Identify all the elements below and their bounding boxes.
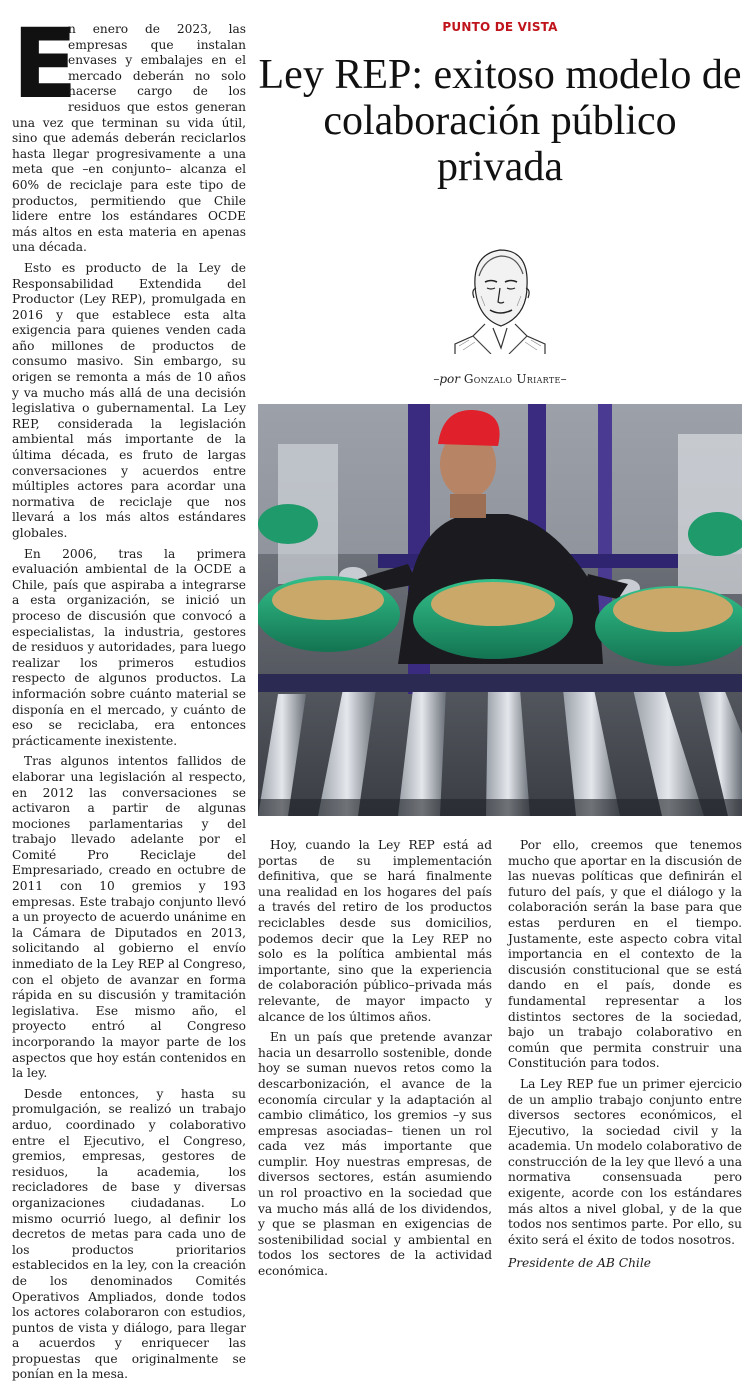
byline-suffix: – [560,372,567,386]
article-column-1 [12,8,247,1388]
article-column-3 [508,838,742,1277]
paragraph-1 [12,8,246,256]
paragraph-3: En 2006, tras la primera evaluación ambiental de la OCDE a Chile, país que aspiraba a integrarse a esta organización, se inició un proceso de discusión que convocó a especialistas, la industria, gestores de residuos y autoridades, para luego realizar los primeros estudios respecto de algunos productos. La información sobre cuánto material se disponía en el mercado, y cuánto de eso se reciclaba, era entonces prácticamente inexistente. [12,546,246,748]
dropcap: E [12,8,78,120]
paragraph-1-text: n enero de 2023, las empresas que instalan envases y embalajes en el mercado deberán no solo hacerse cargo de los residuos que estos generan una vez que terminan su vida útil, sino que además deberán reciclarlos hasta llegar progresivamente a una meta que –en conjunto– alcanza el 60% de reciclaje para este tipo de productos, permitiendo que Chile lidere entre los estándares OCDE más altos en esta materia en apenas una década. [12,22,246,255]
section-kicker: PUNTO DE VISTA [442,20,558,34]
paragraph-9: La Ley REP fue un primer ejercicio de un amplio trabajo conjunto entre diversos sectores económicos, el Ejecutivo, la sociedad civil y la academia. Un modelo colaborativo de construcción de la ley que llevó a una normativa consensuada pero exigente, acorde con los estándares más altos a nivel global, y de la que todos nos sentimos parte. Por ello, su éxito será el éxito de todos nosotros. [508,1076,742,1247]
factory-worker-photo [258,404,742,816]
article-column-2 [258,838,492,1285]
paragraph-2: Esto es producto de la Ley de Responsabilidad Extendida del Productor (Ley REP), promulgada en 2016 y que establece esta alta exigencia para quienes venden cada año millones de productos de consumo masivo. Sin embargo, su origen se remonta a más de 10 años y va mucho más allá de una decisión legislativa o gubernamental. La Ley REP, considerada la legislación ambiental más importante de la última década, es fruto de largas conversaciones y acuerdos entre múltiples actores para acordar una normativa de reciclaje que nos llevará a los más altos estándares globales. [12,260,246,540]
byline-prefix: –por [433,372,460,386]
author-portrait-illustration [445,236,555,354]
paragraph-8: Por ello, creemos que tenemos mucho que aportar en la discusión de las nuevas políticas que definirán el futuro del país, y que el diálogo y la colaboración serán la base para que estas perduren en el tiempo. Justamente, este aspecto cobra vital importancia en el contexto de la discusión constitucional que se está dando en el país, donde es fundamental representar a los distintos sectores de la sociedad, bajo un trabajo colaborativo en común que permita construir una Constitución para todos. [508,838,742,1071]
paragraph-5: Desde entonces, y hasta su promulgación, se realizó un trabajo arduo, coordinado y colaborativo entre el Ejecutivo, el Congreso, gremios, empresas, gestores de residuos, la academia, los recicladores de base y diversas organizaciones ciudadanas. Lo mismo ocurrió luego, al definir los decretos de metas para cada uno de los productos prioritarios establecidos en la ley, con la creación de los denominados Comités Operativos Ampliados, donde todos los actores colaboraron con estudios, puntos de vista y diálogo, para llegar a acuerdos y enriquecer las propuestas que originalmente se ponían en la mesa. [12,1086,246,1382]
headline: Ley REP: exitoso modelo de colaboración público privada [258,52,742,190]
byline [258,372,742,386]
photo-illustration [258,404,742,816]
author-signoff: Presidente de AB Chile [508,1256,651,1271]
paragraph-4: Tras algunos intentos fallidos de elaborar una legislación al respecto, en 2012 las conversaciones se activaron a partir de algunas mociones parlamentarias y del trabajo llevado adelante por el Comité Pro Reciclaje del Empresariado, creado en octubre de 2011 con 10 gremios y 193 empresas. Este trabajo conjunto llevó a un proyecto de acuerdo unánime en la Cámara de Diputados en 2013, solicitando al gobierno el envío inmediato de la Ley REP al Congreso, con el objeto de avanzar en forma rápida en su discusión y tramitación legislativa. Ese mismo año, el proyecto entró al Congreso incorporando la mayor parte de los aspectos que hoy están contenidos en la ley. [12,754,247,1081]
paragraph-6: Hoy, cuando la Ley REP está ad portas de su implementación definitiva, que se hará finalmente una realidad en los hogares del país a través del retiro de los productos reciclables desde sus domicilios, podemos decir que la Ley REP no solo es la política ambiental más importante, sino que la experiencia de colaboración público–privada más relevante, de mayor impacto y alcance de los últimos años. [258,838,492,1024]
paragraph-7: En un país que pretende avanzar hacia un desarrollo sostenible, donde hoy se suman nuevos retos como la descarbonización, el avance de la economía circular y la adaptación al cambio climático, los gremios –y sus empresas asociadas– tienen un rol cada vez más importante que cumplir. Hoy nuestras empresas, de diversos sectores, están asumiendo un rol proactivo en la sociedad que va mucho más allá de los dividendos, y que se plasman en exigencias de sostenibilidad social y ambiental en todos los sectores de la actividad económica. [258,1030,492,1279]
author-name: Gonzalo Uriarte [463,372,561,386]
